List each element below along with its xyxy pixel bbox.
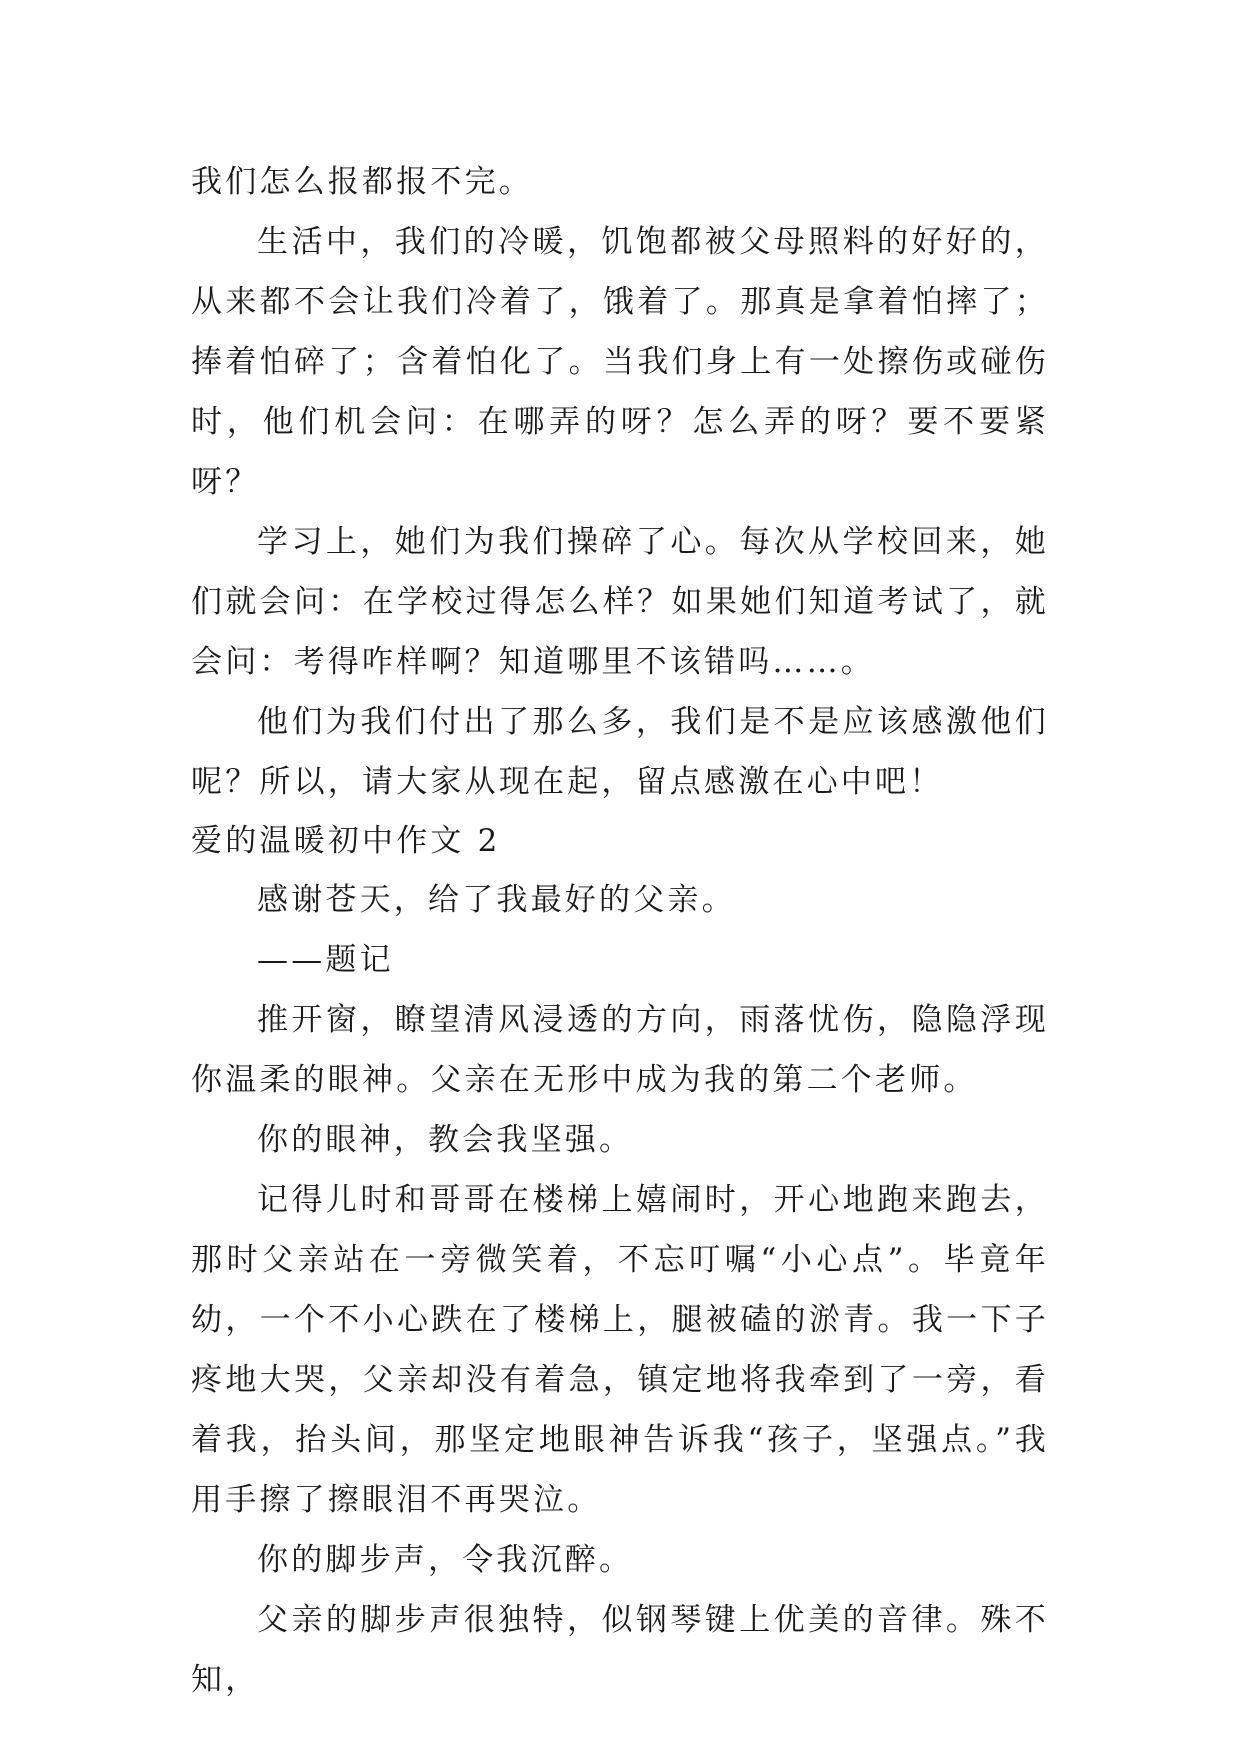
epigraph-attribution: ——题记 [257, 942, 394, 978]
paragraph: 你的脚步声，令我沉醉。 [257, 1542, 634, 1578]
section-title: 爱的温暖初中作文 2 [191, 823, 501, 859]
paragraph: 生活中，我们的冷暖，饥饱都被父母照料的好好的，从来都不会让我们冷着了，饿着了。那真是拿着怕摔了；捧着怕碎了；含着怕化了。当我们身上有一处擦伤或碰伤时，他们机会问：在哪弄的呀？怎么弄的呀？要不要紧呀？ [191, 224, 1049, 500]
paragraph: 记得儿时和哥哥在楼梯上嬉闹时，开心地跑来跑去，那时父亲站在一旁微笑着，不忘叮嘱“小心点”。毕竟年幼，一个不小心跌在了楼梯上，腿被磕的淤青。我一下子疼地大哭，父亲却没有着急，镇定地将我牵到了一旁，看着我，抬头间，那坚定地眼神告诉我“孩子，坚强点。”我用手擦了擦眼泪不再哭泣。 [191, 1182, 1049, 1518]
paragraph: 父亲的脚步声很独特，似钢琴键上优美的音律。殊不知， [191, 1602, 1049, 1698]
paragraph: 学习上，她们为我们操碎了心。每次从学校回来，她们就会问：在学校过得怎么样？如果她们知道考试了，就会问：考得咋样啊？知道哪里不该错吗……。 [191, 524, 1049, 680]
paragraph: 他们为我们付出了那么多，我们是不是应该感激他们呢？所以，请大家从现在起，留点感激在心中吧！ [191, 704, 1049, 800]
paragraph: 我们怎么报都报不完。 [191, 164, 533, 200]
paragraph: 你的眼神，教会我坚强。 [257, 1122, 634, 1158]
paragraph: 推开窗，瞭望清风浸透的方向，雨落忧伤，隐隐浮现你温柔的眼神。父亲在无形中成为我的第二个老师。 [191, 1002, 1049, 1098]
document-body [191, 152, 1049, 1710]
epigraph: 感谢苍天，给了我最好的父亲。 [257, 882, 736, 918]
